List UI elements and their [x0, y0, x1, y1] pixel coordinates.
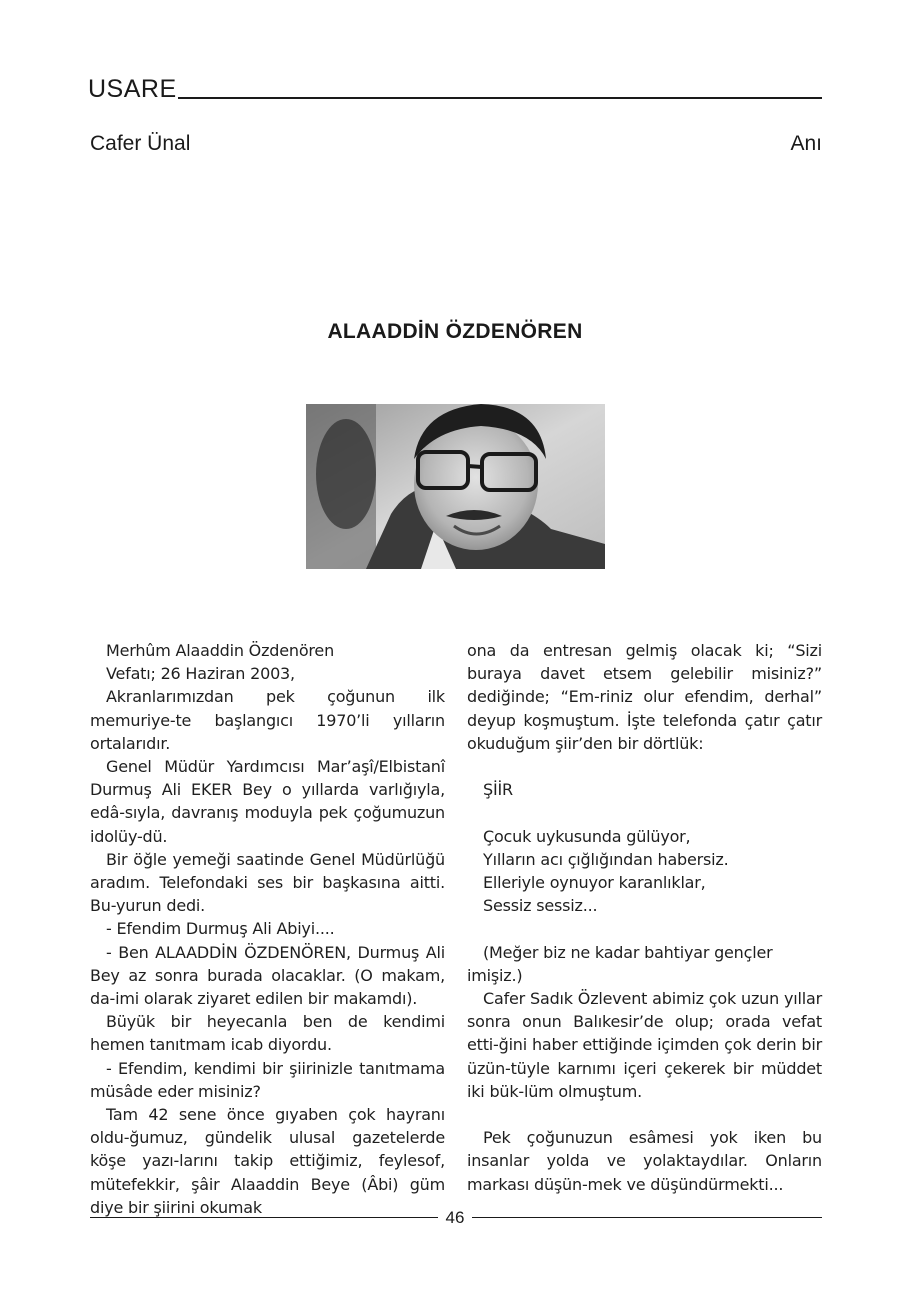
right-column [467, 639, 822, 1196]
poem-line: Çocuk uykusunda gülüyor, [483, 826, 691, 846]
paragraph: Pek çoğunuzun esâmesi yok iken bu insanlar yolda ve yolaktaydılar. Onların markası düşün-mek ve düşündürmekti... [467, 1128, 822, 1194]
paragraph: Genel Müdür Yardımcısı Mar’aşî/Elbistanî Durmuş Ali EKER Bey o yıllarda varlığıyla, edâ-sıyla, davranış moduyla pek çoğumuzun idolüy-dü. [90, 757, 445, 846]
header-rule [178, 97, 822, 99]
journal-name: USARE [88, 75, 177, 103]
paragraph: Büyük bir heyecanla ben de kendimi hemen tanıtmam icab diyordu. [90, 1012, 445, 1055]
dialogue-line: - Efendim Durmuş Ali Abiyi.... [106, 919, 335, 939]
footer-rule-right [472, 1217, 822, 1218]
page-number: 46 [445, 1208, 465, 1227]
article-title: ALAADDİN ÖZDENÖREN [327, 320, 583, 343]
poem-line: Yılların acı çığlığından habersiz. [483, 849, 729, 869]
death-date-line: Vefatı; 26 Haziran 2003, [106, 664, 295, 684]
dialogue-line: - Efendim, kendimi bir şiirinizle tanıtmama müsâde eder misiniz? [90, 1058, 445, 1101]
paragraph: ona da entresan gelmiş olacak ki; “Sizi buraya davet etsem gelebilir misiniz?” dediğinde; “Em-riniz olur efendim, derhal” deyup koşmuştum. İşte telefonda çatır çatır okuduğum şiir’den bir dörtlük: [467, 641, 822, 753]
paragraph: Tam 42 sene önce gıyaben çok hayranı oldu-ğumuz, gündelik ulusal gazetelerde köşe yazı-larını takip ettiğimiz, feylesof, mütefekkir, şâir Alaaddin Beye (Âbi) güm diye bir şiirini okumak [90, 1105, 445, 1217]
dedication-line: Merhûm Alaaddin Özdenören [106, 641, 335, 660]
author-name: Cafer Ünal [90, 132, 191, 155]
poem-title: ŞİİR [483, 780, 513, 800]
page-footer [90, 1208, 822, 1228]
dialogue-line: - Ben ALAADDİN ÖZDENÖREN, Durmuş Ali Bey az sonra burada olacaklar. (O makam, da-imi olarak ziyaret edilen bir makamdı). [90, 942, 445, 1009]
paragraph: Cafer Sadık Özlevent abimiz çok uzun yıllar sonra onun Balıkesir’de olup; orada vefat etti-ğini haber ettiğinde içimden çok derin bir üzün-tüyle karnımı içeri çekerek bir müddet iki bük-lüm olmuştum. [467, 989, 822, 1101]
section-label: Anı [790, 132, 822, 155]
paragraph: Bir öğle yemeği saatinde Genel Müdürlüğü aradım. Telefondaki ses bir başkasına aitti. Bu-yurun dedi. [90, 849, 445, 916]
paragraph: Akranlarımızdan pek çoğunun ilk memuriye-te başlangıcı 1970’li yılların ortalarıdır. [90, 687, 445, 753]
poem-line: Sessiz sessiz... [483, 896, 598, 916]
left-column [90, 639, 445, 1219]
poem-line: Elleriyle oynuyor karanlıklar, [483, 873, 706, 892]
running-header [88, 76, 822, 102]
aside-note: (Meğer biz ne kadar bahtiyar gençler imişiz.) [467, 942, 773, 985]
footer-rule-left [90, 1217, 438, 1218]
portrait-photo [306, 404, 605, 569]
